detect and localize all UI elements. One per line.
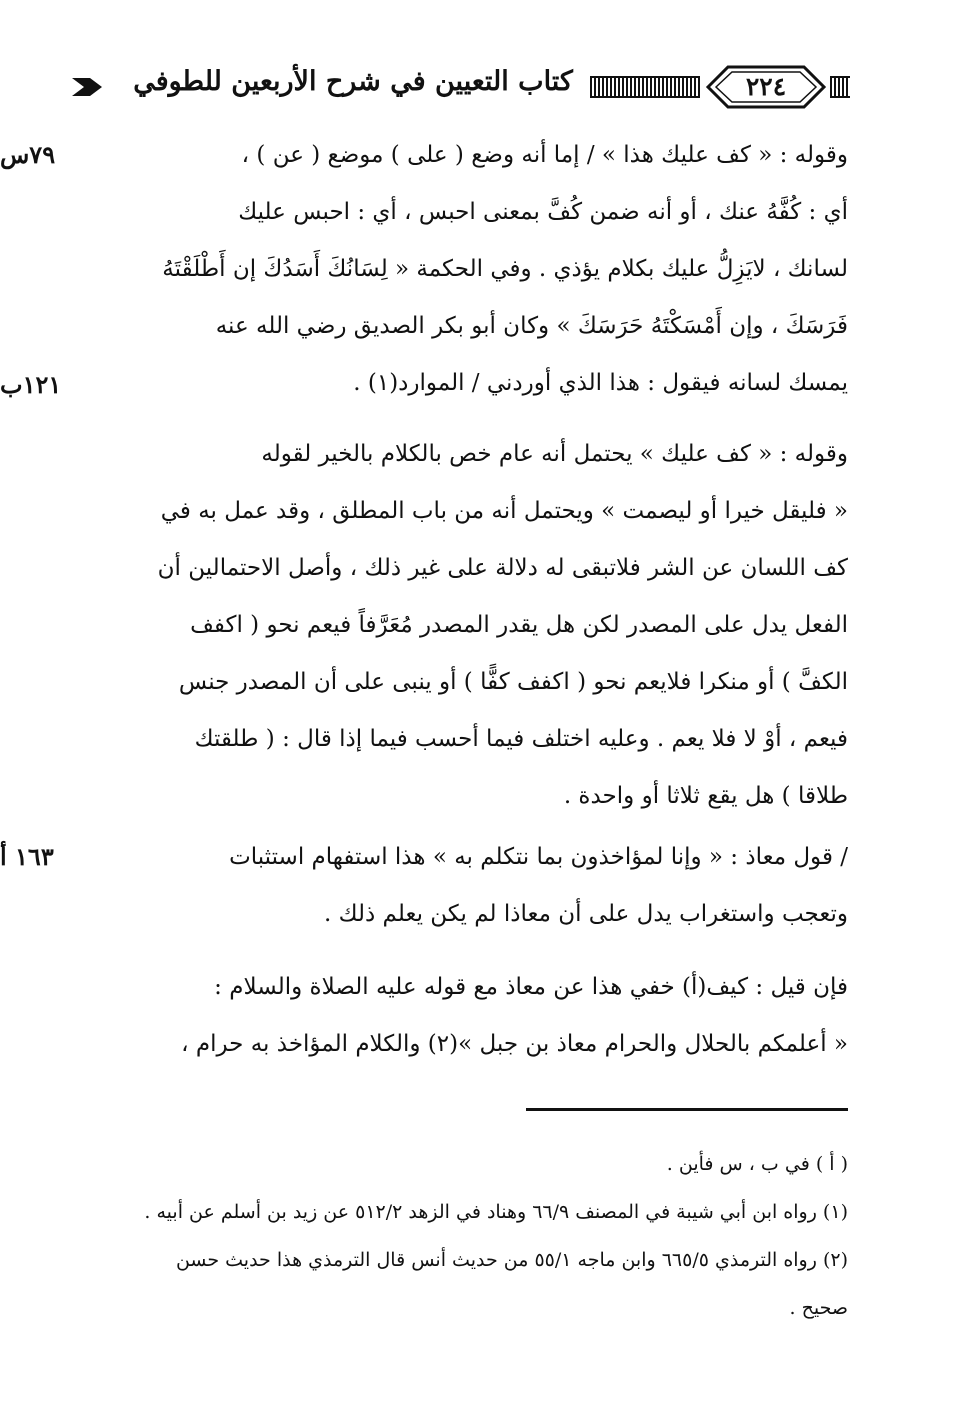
text-line: الكفَّ ) أو منكرا فلايعم نحو ( اكفف كفًّا ) أو ينبى على أن المصدر جنس [178,669,848,695]
text-line: / قول معاذ : « وإنا لمؤاخذون بما نتكلم به » هذا استفهام استثبات [229,844,848,870]
text-line: لسانك ، لايَزِلُّ عليك بكلام يؤذي . وفي الحكمة « لِسَانُكَ أَسَدُكَ إن أَطْلَقْتَهُ [162,256,848,282]
text-line: طلاقا ) هل يقع ثلاثا أو واحدة . [563,783,848,809]
book-title: كتاب التعيين في شرح الأربعين للطوفي [133,66,573,97]
margin-note: ٧٩س [0,140,56,169]
text-line: فَرَسَكَ ، وإن أَمْسَكْتَهُ حَرَسَكَ » وكان أبو بكر الصديق رضي الله عنه [215,313,848,339]
page-number-frame [706,64,826,110]
header-rule [590,76,700,98]
text-line: وقوله : « كف عليك هذا » / إما أنه وضع ( على ) موضع ( عن ) ، [241,142,848,168]
text-line: الفعل يدل على المصدر لكن هل يقدر المصدر مُعَرَّفاً فيعم نحو ( اكفف [190,612,848,638]
text-line: كف اللسان عن الشر فلاتبقى له دلالة على غير ذلك ، وأصل الاحتمالين أن [157,555,848,581]
text-line: فيعم ، أوْ لا فلا يعم . وعليه اختلف فيما أحسب فيما إذا قال : ( طلقتك [194,726,848,752]
paragraph [80,959,848,1073]
footnote: (٢) رواه الترمذي ٦٦٥/٥ وابن ماجه ٥٥/١ من حديث أنس قال الترمذي هذا حديث حسن [175,1249,848,1271]
text-line: « فليقل خيرا أو ليصمت » ويحتمل أنه من باب المطلق ، وقد عمل به في [160,498,848,524]
text-line: وقوله : « كف عليك » يحتمل أنه عام خص بالكلام بالخير لقوله [261,441,848,467]
text-line: وتعجب واستغراب يدل على أن معاذا لم يكن يعلم ذلك . [323,901,848,927]
footnote: صحيح . [789,1297,848,1319]
paragraph [80,829,848,943]
margin-note: ١٦٣ أ [0,842,54,871]
footnote: ( أ ) في ب ، س فأين . [666,1153,848,1175]
text-line: « أعلمكم بالحلال والحرام معاذ بن جبل »(٢) والكلام المؤاخذ به حرام ، [181,1031,848,1057]
text-line: يمسك لسانه فيقول : هذا الذي أوردني / الموارد(١) . [353,370,848,396]
footnotes [80,1140,848,1332]
text-line: فإن قيل : كيف(أ) خفي هذا عن معاذ مع قوله عليه الصلاة والسلام : [214,974,848,1000]
page-number: ٢٢٤ [745,72,787,101]
paragraph [80,426,848,825]
footnote: (١) رواه ابن أبي شيبة في المصنف ٦٦/٩ وهناد في الزهد ٥١٢/٢ عن زيد بن أسلم عن أبيه . [144,1201,848,1223]
footnote-separator [526,1108,848,1111]
running-header [70,62,850,114]
ornament-left-icon [70,76,104,98]
paragraph [80,127,848,412]
text-line: أي : كُفَّهُ عنك ، أو أنه ضمن كُفَّ بمعنى احبس ، أي : احبس عليك [238,199,848,225]
header-rule-end [830,76,850,98]
margin-note: ١٢١ب [0,370,62,399]
